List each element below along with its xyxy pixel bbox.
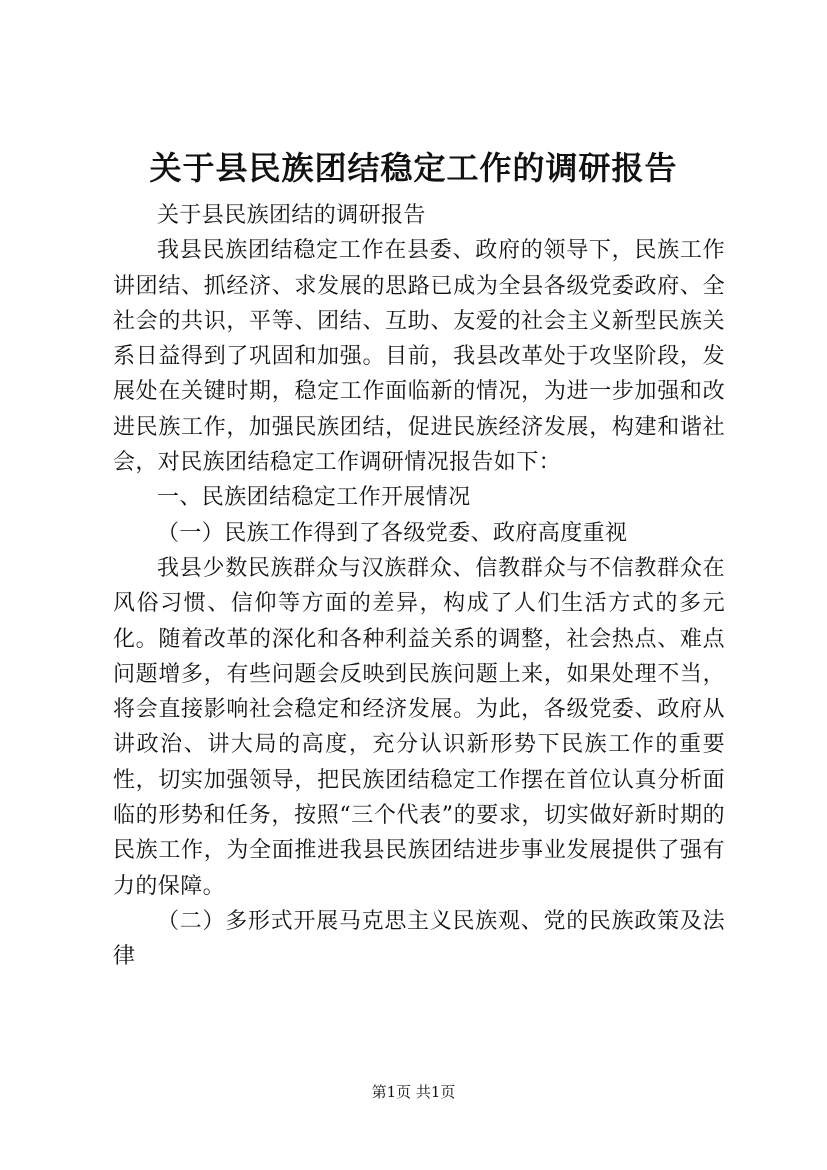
- subtitle-paragraph: 关于县民族团结的调研报告: [157, 203, 426, 228]
- body-paragraph: 我县少数民族群众与汉族群众、信教群众与不信教群众在风俗习惯、信仰等方面的差异，构成了人们生活方式的多元化。随着改革的深化和各种利益关系的调整，社会热点、难点问题增多，有些问题会反映到民族问题上来，如果处理不当，将会直接影响社会稳定和经济发展。为此，各级党委、政府从讲政治、讲大局的高度，充分认识新形势下民族工作的重要性，切实加强领导，把民族团结稳定工作摆在首位认真分析面临的形势和任务，按照“三个代表”的要求，切实做好新时期的民族工作，为全面推进我县民族团结进步事业发展提供了强有力的保障。: [113, 555, 725, 899]
- document-body: [113, 198, 725, 975]
- subsection-heading: （一）民族工作得到了各级党委、政府高度重视: [157, 520, 628, 546]
- section-heading: 一、民族团结稳定工作开展情况: [157, 485, 471, 511]
- page-footer: 第1页 共1页: [371, 1083, 456, 1101]
- document-title: 关于县民族团结稳定工作的调研报告: [149, 149, 678, 187]
- intro-paragraph: 我县民族团结稳定工作在县委、政府的领导下，民族工作讲团结、抓经济、求发展的思路已成为全县各级党委政府、全社会的共识，平等、团结、互助、友爱的社会主义新型民族关系日益得到了巩固和加强。目前，我县改革处于攻坚阶段，发展处在关键时期，稳定工作面临新的情况，为进一步加强和改进民族工作，加强民族团结，促进民族经济发展，构建和谐社会，对民族团结稳定工作调研情况报告如下：: [113, 238, 725, 476]
- subsection-heading: （二）多形式开展马克思主义民族观、党的民族政策及法律: [113, 908, 725, 970]
